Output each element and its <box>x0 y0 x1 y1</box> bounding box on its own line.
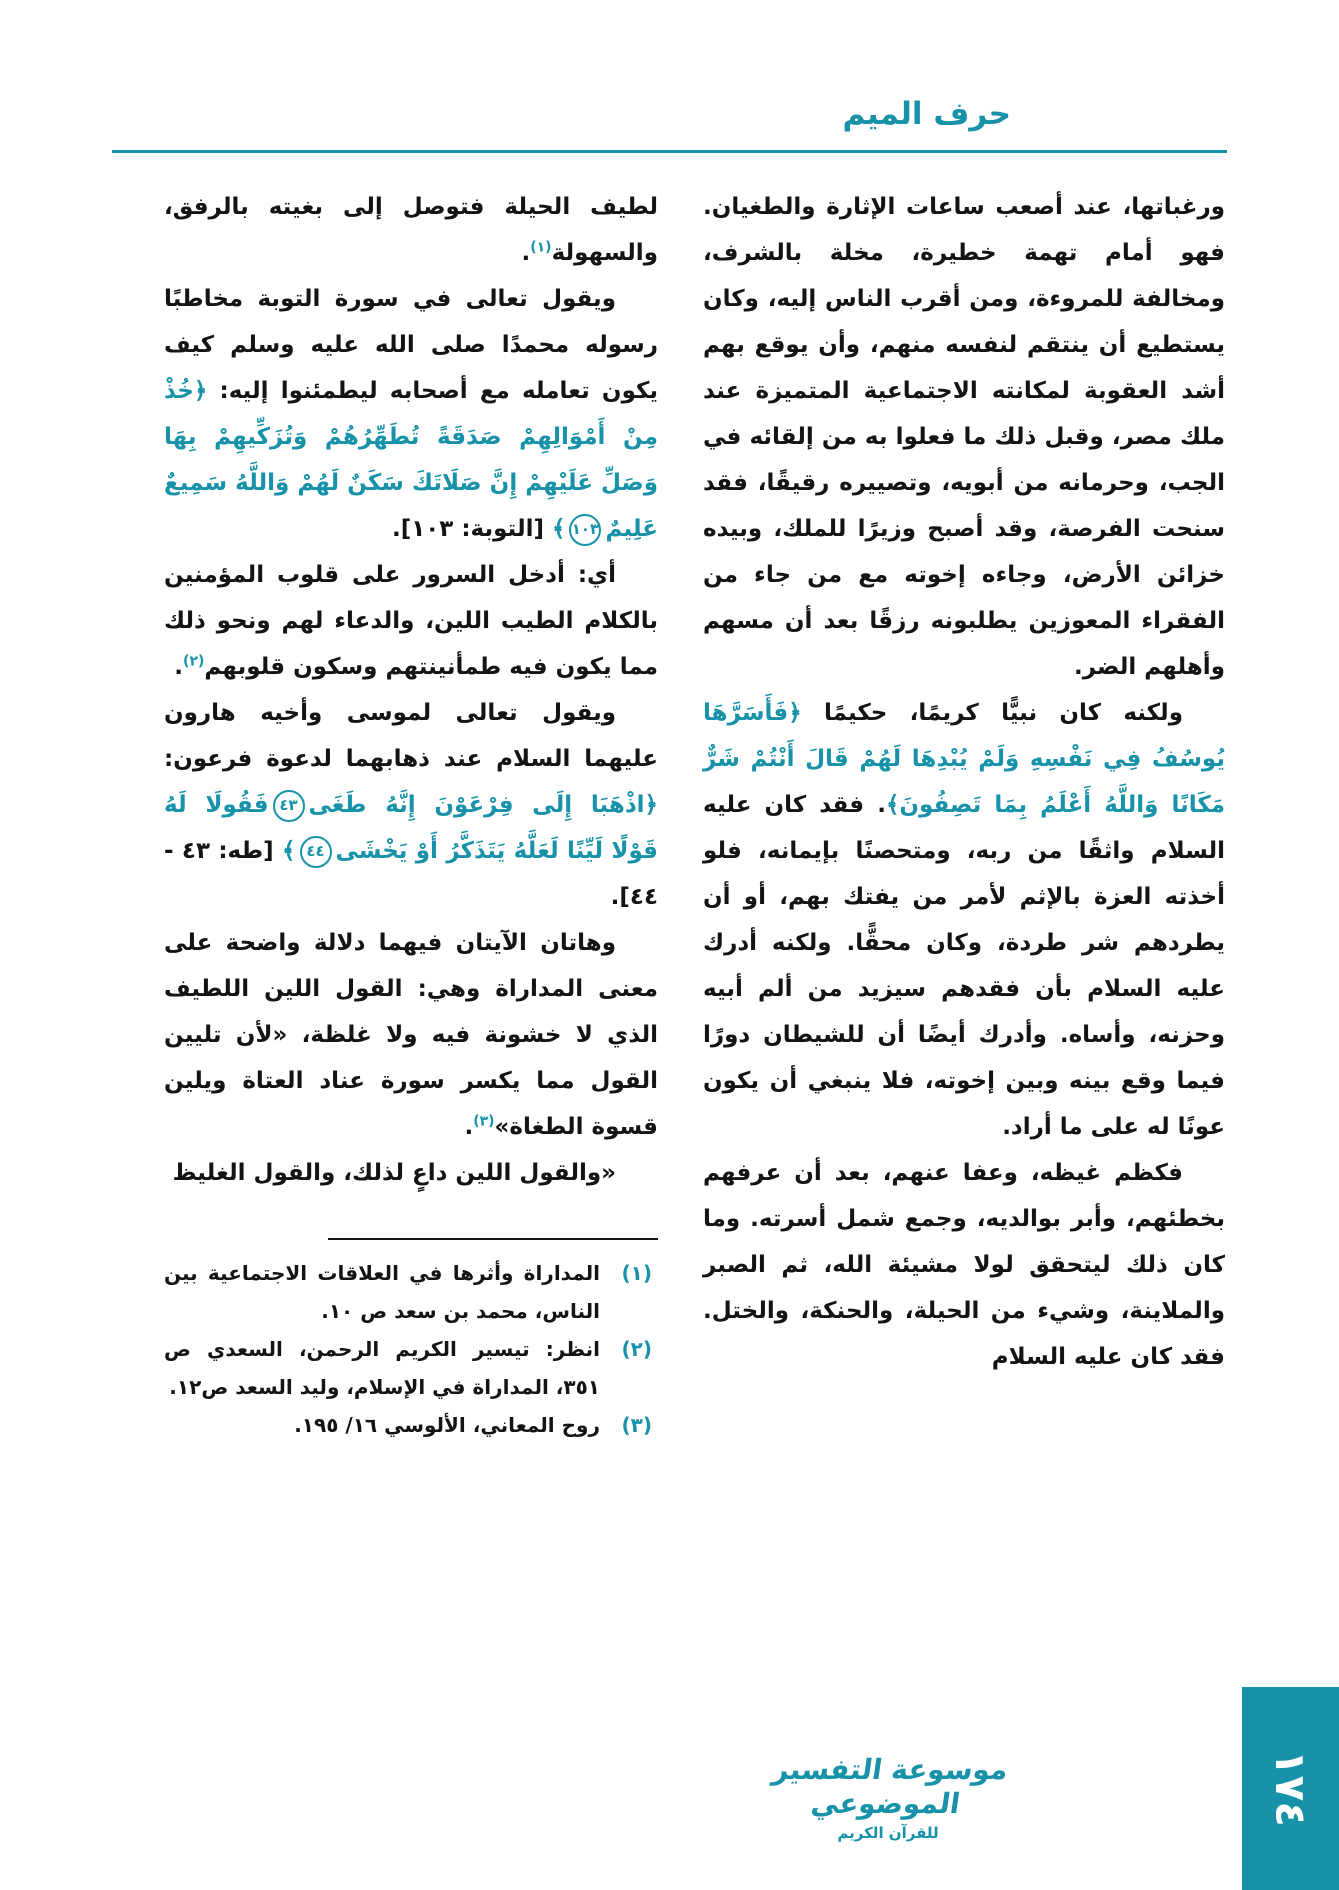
verse-reference: [طه: ٤٣ - ٤٤]. <box>164 838 658 910</box>
paragraph <box>164 276 658 552</box>
ayah-number-badge: ٤٤ <box>300 836 332 868</box>
body-text: أي: أدخل السرور على قلوب المؤمنين بالكلام الطيب اللين، والدعاء لهم ونحو ذلك مما يكون فيه طمأنينتهم وسكون قلوبهم <box>164 562 658 680</box>
body-text: ويقول تعالى في سورة التوبة مخاطبًا رسوله محمدًا صلى الله عليه وسلم كيف يكون تعامله مع أصحابه ليطمئنوا إليه: <box>164 286 658 404</box>
paragraph <box>164 920 658 1150</box>
body-text: . <box>521 240 531 266</box>
quran-verse: فَقُولَا لَهُ قَوْلًا لَيِّنًا لَعَلَّهُ يَتَذَكَّرُ أَوْ يَخْشَى <box>164 792 658 864</box>
body-text: . <box>464 1114 474 1140</box>
paragraph <box>164 690 658 920</box>
footnotes-section <box>164 1238 658 1444</box>
quran-verse: ﴿اذْهَبَا إِلَى فِرْعَوْنَ إِنَّهُ طَغَى <box>308 792 658 818</box>
ayah-number-badge: ١٠٣ <box>569 514 601 546</box>
footnote-separator <box>328 1238 658 1240</box>
page-title: حرف الميم <box>842 96 1011 132</box>
page-number-tab <box>1242 1687 1339 1890</box>
footnote-marker: (٢) <box>183 653 205 670</box>
paragraph <box>164 1150 658 1196</box>
footnote-number: (١) <box>621 1261 652 1285</box>
body-text: «والقول اللين داعٍ لذلك، والقول الغليظ <box>172 1160 616 1186</box>
quran-verse: ﴿فَأَسَرَّهَا يُوسُفُ فِي نَفْسِهِ وَلَمْ يُبْدِهَا لَهُمْ قَالَ أَنْتُمْ شَرٌّ مَكَانًا وَاللَّهُ أَعْلَمُ بِمَا تَصِفُونَ﴾ <box>703 700 1225 818</box>
footnote-number: (٣) <box>621 1413 652 1437</box>
body-text: . <box>174 654 184 680</box>
quoted-text: «لأن تليين القول مما يكسر سورة عناد العتاة ويلين قسوة الطغاة» <box>164 1022 658 1140</box>
series-logo <box>763 1753 1013 1842</box>
paragraph <box>164 552 658 690</box>
footnote <box>164 1330 658 1406</box>
body-text: لطيف الحيلة فتوصل إلى بغيته بالرفق، والسهولة <box>164 194 658 266</box>
footnote-number: (٢) <box>621 1337 652 1361</box>
quran-verse-close: ﴾ <box>282 838 296 864</box>
paragraph <box>703 690 1225 1150</box>
series-logo-subtitle: للقرآن الكريم <box>837 1824 939 1842</box>
paragraph <box>703 1150 1225 1380</box>
paragraph <box>703 184 1225 690</box>
quran-verse: ﴿خُذْ مِنْ أَمْوَالِهِمْ صَدَقَةً تُطَهِّرُهُمْ وَتُزَكِّيهِمْ بِهَا وَصَلِّ عَلَيْهِمْ إِنَّ صَلَاتَكَ سَكَنٌ لَهُمْ وَاللَّهُ سَمِيعٌ عَلِيمٌ <box>164 378 658 542</box>
body-text: . فقد كان عليه السلام واثقًا من ربه، ومتحصنًا بإيمانه، فلو أخذته العزة بالإثم لأمر من يفتك بهم، أو أن يطردهم شر طردة، وكان محقًّا. ولكنه أدرك عليه السلام بأن فقدهم سيزيد من ألم أبيه وحزنه، وأساه. وأدرك أيضًا أن للشيطان دورًا فيما وقع بينه وبين إخوته، فلا ينبغي أن يكون عونًا له على ما أراد. <box>703 792 1225 1140</box>
ayah-number-badge: ٤٣ <box>273 790 305 822</box>
column-left <box>164 184 658 1196</box>
footnote-text: روح المعاني، الألوسي ١٦/ ١٩٥. <box>294 1413 600 1437</box>
body-text: وهاتان الآيتان فيهما دلالة واضحة على معنى المداراة وهي: القول اللين اللطيف الذي لا خشونة فيه ولا غلظة، <box>164 930 658 1048</box>
page-number: ١٧٤ <box>1266 1750 1315 1827</box>
body-text: ويقول تعالى لموسى وأخيه هارون عليهما السلام عند ذهابهما لدعوة فرعون: <box>164 700 658 772</box>
footnote <box>164 1406 658 1444</box>
body-text: ورغباتها، عند أصعب ساعات الإثارة والطغيان. فهو أمام تهمة خطيرة، مخلة بالشرف، ومخالفة للمروءة، ومن أقرب الناس إليه، وكان يستطيع أن ينتقم لنفسه منهم، وأن يوقع بهم أشد العقوبة لمكانته الاجتماعية المتميزة عند ملك مصر، وقبل ذلك ما فعلوا به من إلقائه في الجب، وحرمانه من أبويه، وتصييره رقيقًا، فقد سنحت الفرصة، وقد أصبح وزيرًا للملك، وبيده خزائن الأرض، وجاءه إخوته مع من جاء من الفقراء المعوزين يطلبونه رزقًا بعد أن مسهم وأهلهم الضر. <box>703 194 1225 680</box>
footnote-marker: (٣) <box>473 1113 495 1130</box>
header-divider <box>112 150 1227 153</box>
series-logo-title: موسوعة التفسير الموضوعي <box>770 1752 1011 1820</box>
paragraph <box>164 184 658 276</box>
footnote-text: انظر: تيسير الكريم الرحمن، السعدي ص ٣٥١، المداراة في الإسلام، وليد السعد ص١٢. <box>164 1337 600 1399</box>
quran-verse-close: ﴾ <box>551 516 566 542</box>
body-text: فكظم غيظه، وعفا عنهم، بعد أن عرفهم بخطئهم، وأبر بوالديه، وجمع شمل أسرته. وما كان ذلك ليتحقق لولا مشيئة الله، ثم الصبر والملاينة، وشيء من الحيلة، والحنكة، والختل. فقد كان عليه السلام <box>703 1160 1225 1370</box>
footnote <box>164 1254 658 1330</box>
footnote-marker: (١) <box>530 239 552 256</box>
body-text: ولكنه كان نبيًّا كريمًا، حكيمًا <box>801 700 1183 726</box>
verse-reference: [التوبة: ١٠٣]. <box>391 516 552 542</box>
column-right <box>703 184 1225 1380</box>
footnote-text: المداراة وأثرها في العلاقات الاجتماعية بين الناس، محمد بن سعد ص ١٠. <box>164 1261 600 1323</box>
